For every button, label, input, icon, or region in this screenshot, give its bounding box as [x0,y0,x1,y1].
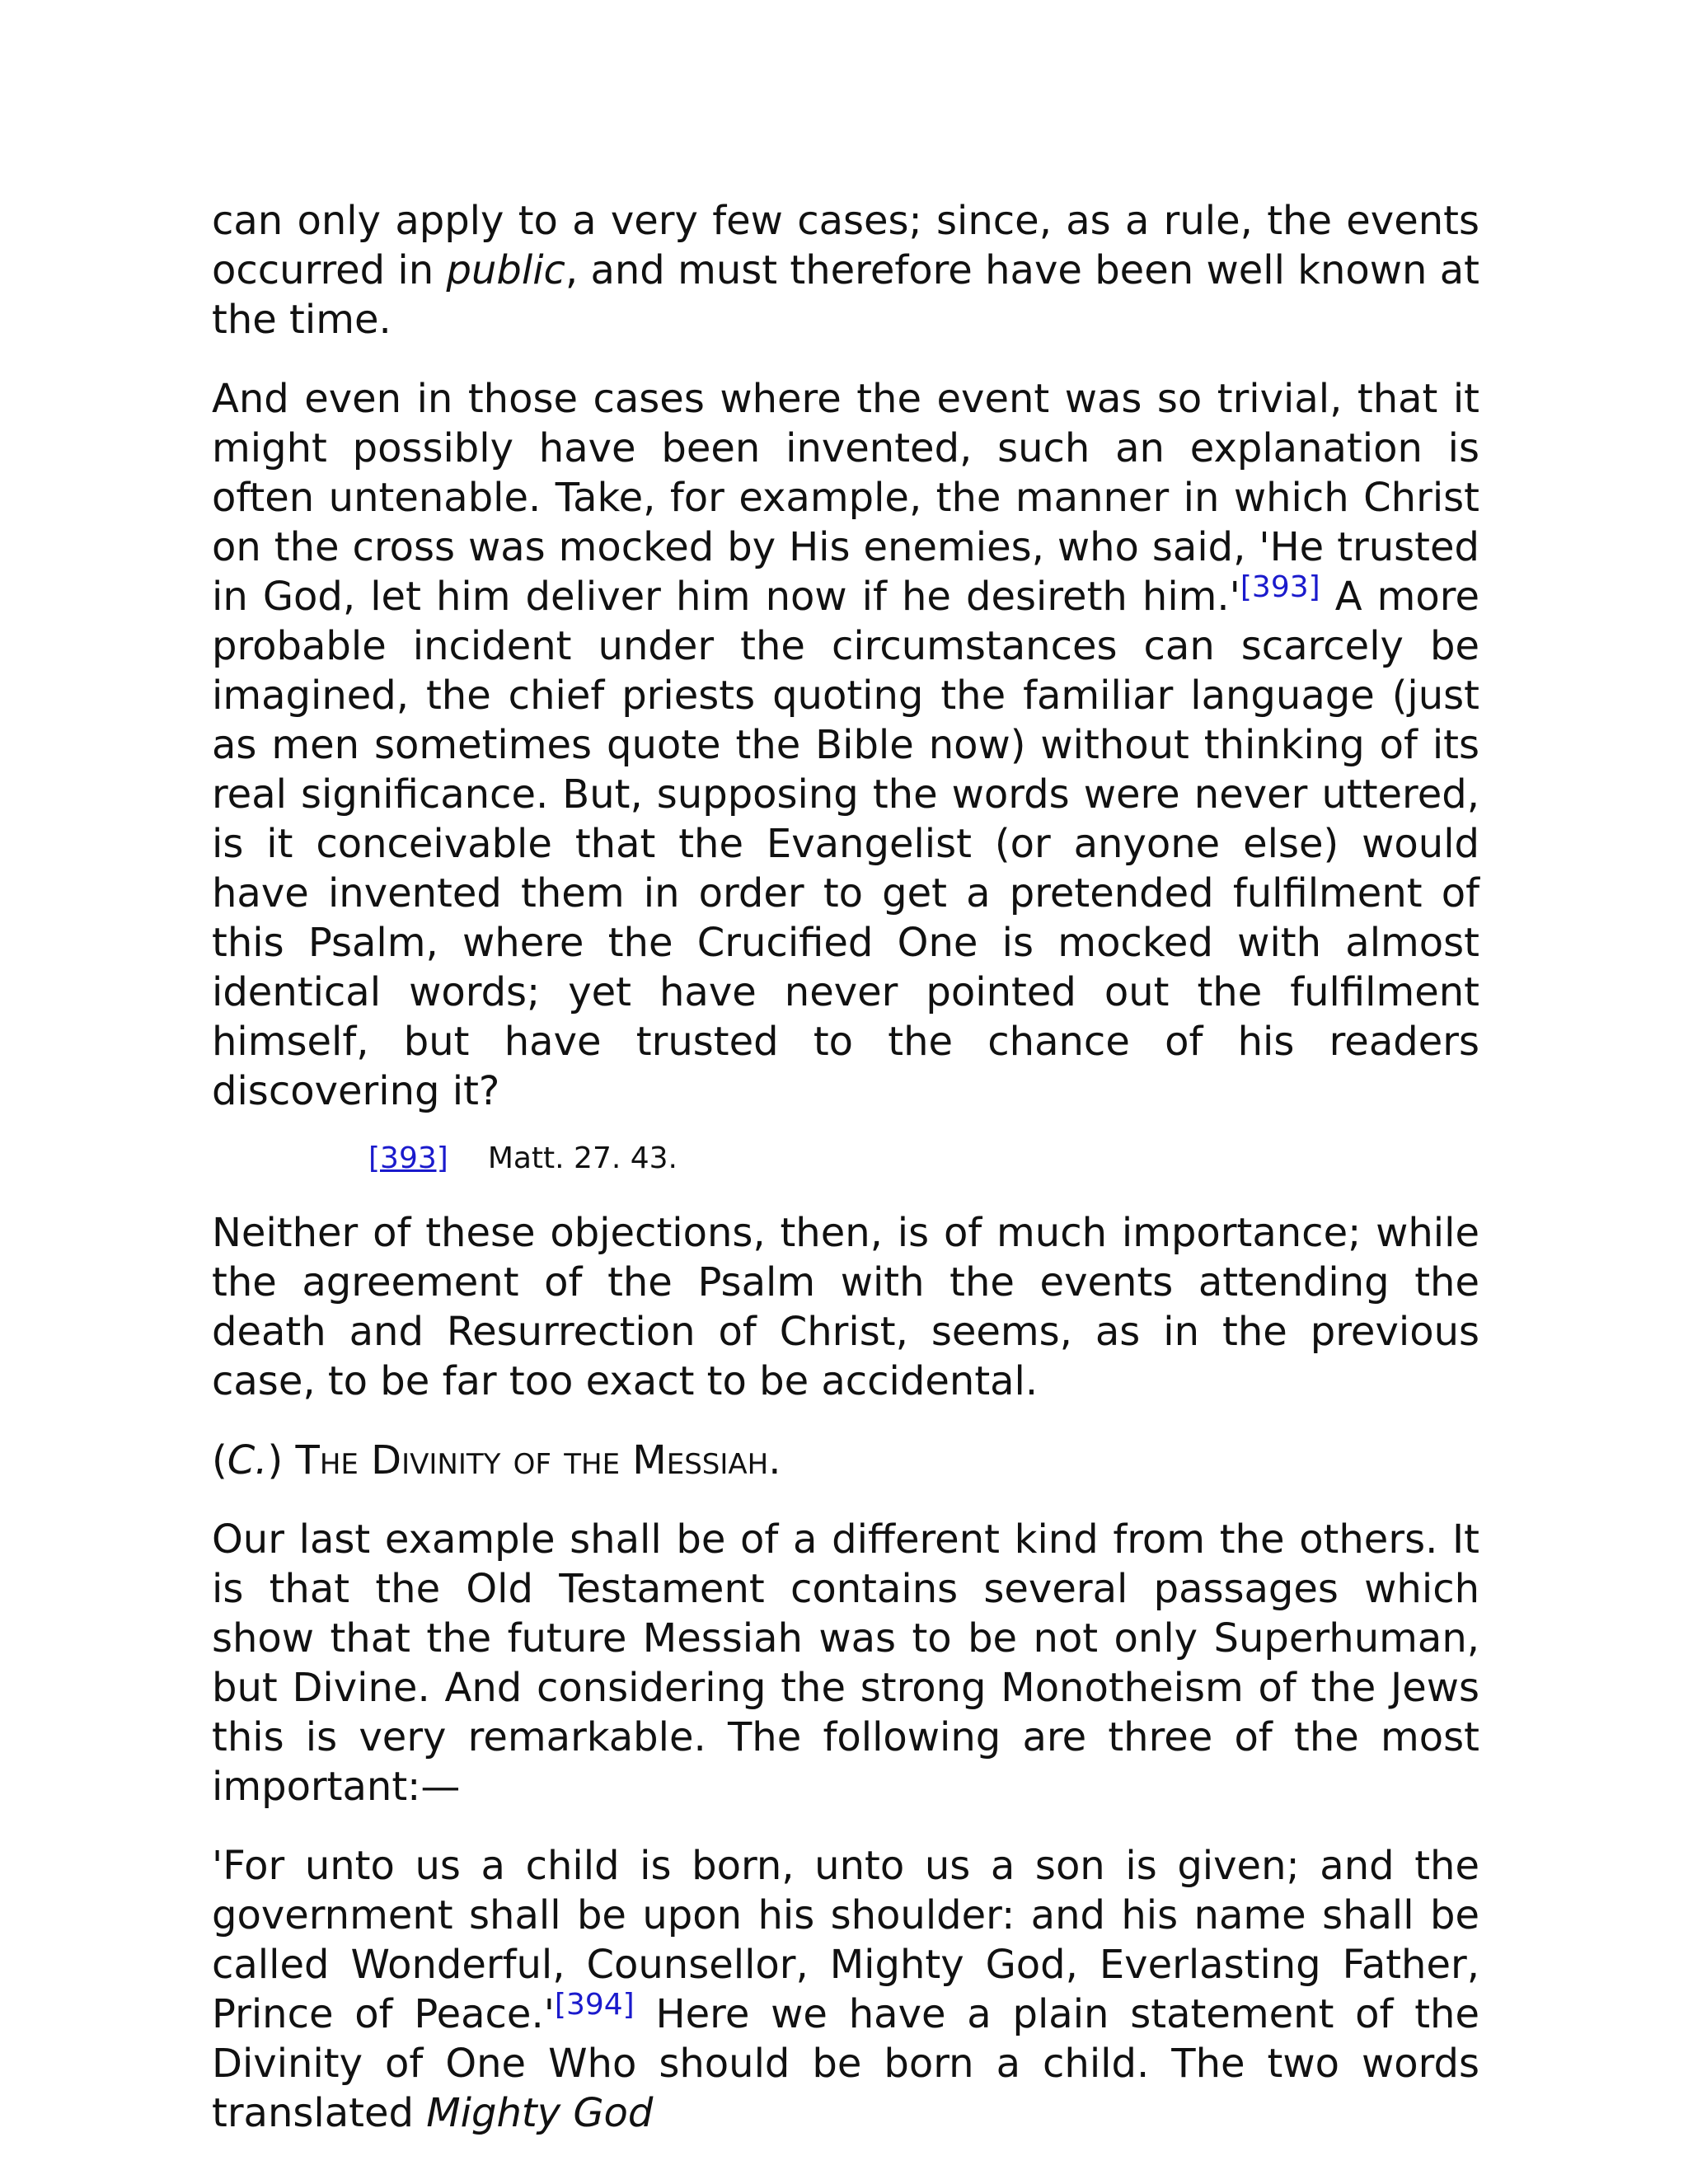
paragraph-3 [212,1208,1479,1406]
paragraph-2 [212,374,1479,1116]
emphasis-public: public [446,247,565,293]
paragraph-1-text-a: can only apply to a very few cases; since, as a rule, the events occurred in [212,198,1479,293]
heading-letter: C. [227,1437,268,1483]
footnote-ref-393[interactable]: [393] [1240,570,1320,604]
footnote-393 [368,1139,1479,1179]
paragraph-2-text-b: A more probable incident under the circumstances can scarcely be imagined, the chief priests quoting the familiar language (just as men sometimes quote the Bible now) without thinking of its real significance. But, supposing the words were never uttered, is it conceivable that the Evangelist (or anyone else) would have invented them in order to get a pretended fulfilment of this Psalm, where the Crucified One is mocked with almost identical words; yet have never pointed out the fulfilment himself, but have trusted to the chance of his readers discovering it? [212,574,1480,1114]
paragraph-1 [212,196,1479,344]
paragraph-1-text-b: , and must therefore have been well known at the time. [212,247,1480,343]
heading-title: The Divinity of the Messiah [295,1437,769,1483]
paragraph-5-text-a: 'For unto us a child is born, unto us a son is given; and the government shall be upon his shoulder: and his name shall be called Wonderful, Counsellor, Mighty God, Everlasting Father, Prince of Peace.' [212,1843,1479,2037]
paragraph-5-text-b: Here we have a plain statement of the Divinity of One Who should be born a child. The two words translated [212,1991,1479,2136]
paragraph-4-text: Our last example shall be of a different kind from the others. It is that the Old Testament contains several passages which show that the future Messiah was to be not only Superhuman, but Divine. And considering the strong Monotheism of the Jews this is very remarkable. The following are three of the most important:— [212,1516,1479,1810]
paragraph-3-text: Neither of these objections, then, is of much importance; while the agreement of the Psalm with the events attending the death and Resurrection of Christ, seems, as in the previous case, to be far too exact to be accidental. [212,1210,1479,1404]
document-page [212,196,1479,2168]
footnote-ref-394[interactable]: [394] [554,1988,635,2022]
heading-open: ( [212,1437,227,1483]
paragraph-5 [212,1841,1479,2138]
section-heading [212,1436,1479,1485]
paragraph-4 [212,1515,1479,1811]
heading-period: . [768,1437,781,1483]
paragraph-2-text-a: And even in those cases where the event was so trivial, that it might possibly have been invented, such an explanation is often untenable. Take, for example, the manner in which Christ on the cross was mocked by His enemies, who said, 'He trusted in God, let him deliver him now if he desireth him.' [212,376,1479,620]
footnote-text-393: Matt. 27. 43. [487,1141,678,1175]
emphasis-mighty-god: Mighty God [426,2090,654,2136]
heading-close: ) [267,1437,296,1483]
footnote-anchor-393[interactable]: [393] [368,1141,448,1175]
